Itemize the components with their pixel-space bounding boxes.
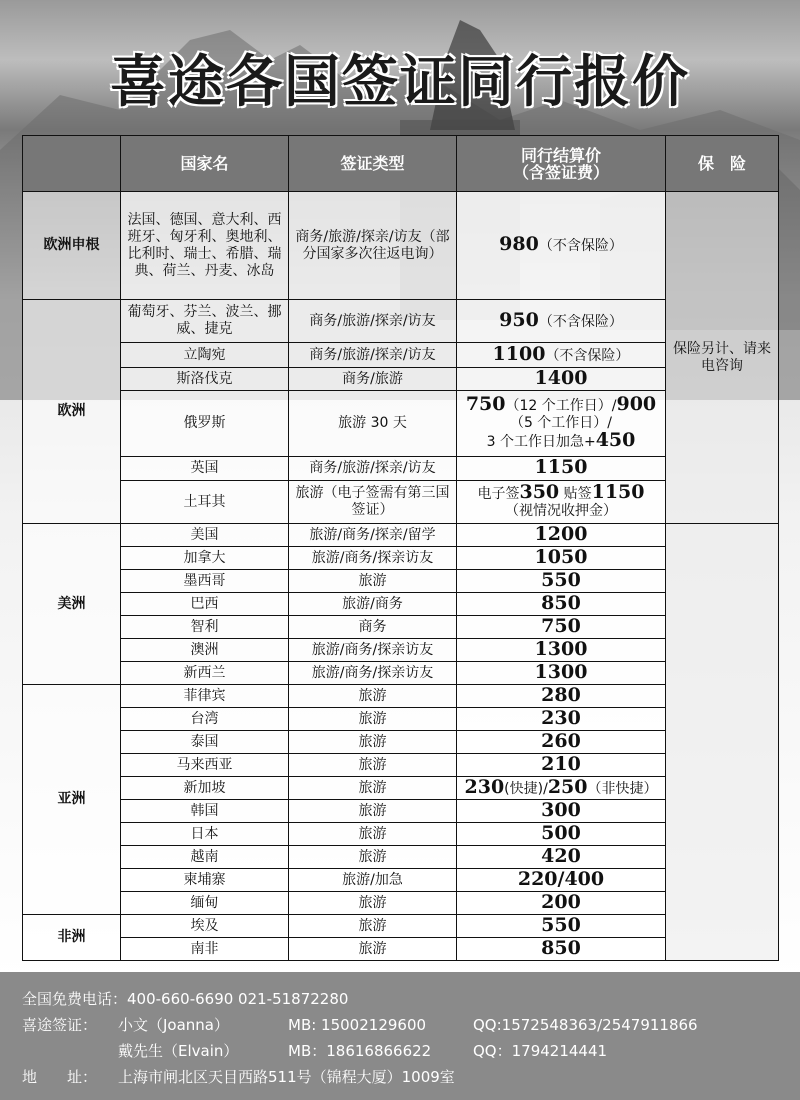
visa-type-cell: 旅游 <box>289 938 457 961</box>
price-cell: 750 <box>457 616 666 639</box>
visa-type-cell: 旅游 <box>289 915 457 938</box>
price-cell: 950（不含保险） <box>457 300 666 343</box>
country-cell: 柬埔寨 <box>121 869 289 892</box>
table-row <box>23 481 779 524</box>
price-cell: 980（不含保险） <box>457 192 666 300</box>
visa-type-cell: 旅游 <box>289 708 457 731</box>
visa-type-cell: 旅游 <box>289 731 457 754</box>
contact-2-mobile: MB：18616866622 <box>288 1042 432 1060</box>
visa-type-cell: 旅游/加急 <box>289 869 457 892</box>
insurance-note: 保险另计、请来电咨询 <box>666 192 779 524</box>
price-cell: 550 <box>457 570 666 593</box>
visa-type-cell: 旅游 30 天 <box>289 391 457 457</box>
table-row <box>23 685 779 708</box>
visa-type-cell: 旅游 <box>289 754 457 777</box>
country-cell: 巴西 <box>121 593 289 616</box>
price-cell: 1300 <box>457 662 666 685</box>
price-cell: 电子签350 贴签1150 （视情况收押金） <box>457 481 666 524</box>
page-title: 喜途各国签证同行报价 <box>110 50 690 115</box>
region-schengen: 欧洲申根 <box>23 192 121 300</box>
price-cell: 750（12 个工作日）/900 （5 个工作日）/ 3 个工作日加急+450 <box>457 391 666 457</box>
table-row <box>23 869 779 892</box>
header-insurance: 保 险 <box>666 136 779 192</box>
region-america: 美洲 <box>23 524 121 685</box>
header-country: 国家名 <box>121 136 289 192</box>
country-cell: 立陶宛 <box>121 343 289 368</box>
price-cell: 850 <box>457 593 666 616</box>
footer-contact <box>0 972 800 1100</box>
price-cell: 1150 <box>457 457 666 481</box>
visa-type-cell: 商务/旅游/探亲/访友 <box>289 457 457 481</box>
table-row <box>23 938 779 961</box>
table-row <box>23 823 779 846</box>
price-cell: 1050 <box>457 547 666 570</box>
country-cell: 智利 <box>121 616 289 639</box>
price-cell: 220/400 <box>457 869 666 892</box>
table-row <box>23 777 779 800</box>
header-region <box>23 136 121 192</box>
country-cell: 缅甸 <box>121 892 289 915</box>
contact-2-qq: QQ：1794214441 <box>473 1042 608 1060</box>
country-cell: 菲律宾 <box>121 685 289 708</box>
footer-contact-line-1 <box>22 1014 698 1035</box>
table-row <box>23 593 779 616</box>
footer-contact-line-2 <box>22 1040 607 1061</box>
price-cell: 420 <box>457 846 666 869</box>
table-row <box>23 915 779 938</box>
region-europe: 欧洲 <box>23 300 121 524</box>
header-visa-type: 签证类型 <box>289 136 457 192</box>
country-cell: 马来西亚 <box>121 754 289 777</box>
country-cell: 韩国 <box>121 800 289 823</box>
price-cell: 210 <box>457 754 666 777</box>
country-cell: 南非 <box>121 938 289 961</box>
price-table <box>22 135 779 961</box>
country-cell: 埃及 <box>121 915 289 938</box>
insurance-column-empty <box>666 524 779 961</box>
phone-label: 全国免费电话： <box>22 990 128 1008</box>
visa-type-cell: 商务/旅游/探亲/访友 <box>289 300 457 343</box>
address-value: 上海市闸北区天目西路511号（锦程大厦）1009室 <box>118 1068 455 1086</box>
price-cell: 230 <box>457 708 666 731</box>
price-cell: 1200 <box>457 524 666 547</box>
visa-type-cell: 商务/旅游 <box>289 368 457 391</box>
footer-address-line <box>22 1066 455 1087</box>
table-row <box>23 547 779 570</box>
footer-phone-line <box>22 988 348 1009</box>
price-cell: 300 <box>457 800 666 823</box>
visa-type-cell: 旅游/商务/探亲访友 <box>289 547 457 570</box>
country-cell: 加拿大 <box>121 547 289 570</box>
price-cell: 1400 <box>457 368 666 391</box>
visa-type-cell: 旅游 <box>289 570 457 593</box>
table-row <box>23 708 779 731</box>
visa-type-cell: 旅游 <box>289 685 457 708</box>
region-africa: 非洲 <box>23 915 121 961</box>
table-row <box>23 524 779 547</box>
country-cell: 新西兰 <box>121 662 289 685</box>
country-cell: 斯洛伐克 <box>121 368 289 391</box>
visa-type-cell: 商务/旅游/探亲/访友 <box>289 343 457 368</box>
price-cell: 280 <box>457 685 666 708</box>
contact-1-name: 小文（Joanna） <box>118 1016 229 1034</box>
visa-type-cell: 商务 <box>289 616 457 639</box>
contact-1-mobile: MB: 15002129600 <box>288 1016 427 1034</box>
table-row <box>23 754 779 777</box>
table-row <box>23 892 779 915</box>
visa-type-cell: 旅游 <box>289 846 457 869</box>
country-cell: 日本 <box>121 823 289 846</box>
price-cell: 1300 <box>457 639 666 662</box>
visa-type-cell: 旅游 <box>289 777 457 800</box>
table-row <box>23 343 779 368</box>
region-asia: 亚洲 <box>23 685 121 915</box>
country-cell: 英国 <box>121 457 289 481</box>
price-cell: 500 <box>457 823 666 846</box>
visa-type-cell: 旅游/商务/探亲访友 <box>289 639 457 662</box>
price-cell: 230(快捷)/250（非快捷） <box>457 777 666 800</box>
table-row <box>23 616 779 639</box>
phone-values: 400-660-6690 021-51872280 <box>127 990 349 1008</box>
table-row <box>23 192 779 300</box>
table-row <box>23 846 779 869</box>
country-cell: 墨西哥 <box>121 570 289 593</box>
price-cell: 200 <box>457 892 666 915</box>
visa-type-cell: 旅游 <box>289 823 457 846</box>
country-cell: 法国、德国、意大利、西班牙、匈牙利、奥地利、比利时、瑞士、希腊、瑞典、荷兰、丹麦、冰岛 <box>121 192 289 300</box>
visa-type-cell: 旅游（电子签需有第三国签证） <box>289 481 457 524</box>
visa-type-cell: 旅游 <box>289 892 457 915</box>
country-cell: 俄罗斯 <box>121 391 289 457</box>
table-header-row <box>23 136 779 192</box>
visa-type-cell: 旅游/商务 <box>289 593 457 616</box>
contact-1-qq: QQ:1572548363/2547911866 <box>473 1016 698 1034</box>
table-row <box>23 731 779 754</box>
country-cell: 越南 <box>121 846 289 869</box>
country-cell: 澳洲 <box>121 639 289 662</box>
country-cell: 新加坡 <box>121 777 289 800</box>
country-cell: 葡萄牙、芬兰、波兰、挪威、捷克 <box>121 300 289 343</box>
table-row <box>23 639 779 662</box>
visa-type-cell: 旅游 <box>289 800 457 823</box>
table-row <box>23 457 779 481</box>
table-row <box>23 662 779 685</box>
price-cell: 550 <box>457 915 666 938</box>
table-row <box>23 368 779 391</box>
price-cell: 850 <box>457 938 666 961</box>
contact-label: 喜途签证： <box>22 1016 98 1034</box>
country-cell: 土耳其 <box>121 481 289 524</box>
visa-type-cell: 旅游/商务/探亲访友 <box>289 662 457 685</box>
table-row <box>23 391 779 457</box>
country-cell: 泰国 <box>121 731 289 754</box>
country-cell: 美国 <box>121 524 289 547</box>
price-cell: 260 <box>457 731 666 754</box>
table-row <box>23 570 779 593</box>
visa-type-cell: 商务/旅游/探亲/访友（部分国家多次往返电询） <box>289 192 457 300</box>
visa-type-cell: 旅游/商务/探亲/留学 <box>289 524 457 547</box>
country-cell: 台湾 <box>121 708 289 731</box>
header-price: 同行结算价 （含签证费） <box>457 136 666 192</box>
table-row <box>23 800 779 823</box>
price-cell: 1100（不含保险） <box>457 343 666 368</box>
address-label: 地 址： <box>22 1068 98 1086</box>
table-row <box>23 300 779 343</box>
contact-2-name: 戴先生（Elvain） <box>118 1042 239 1060</box>
